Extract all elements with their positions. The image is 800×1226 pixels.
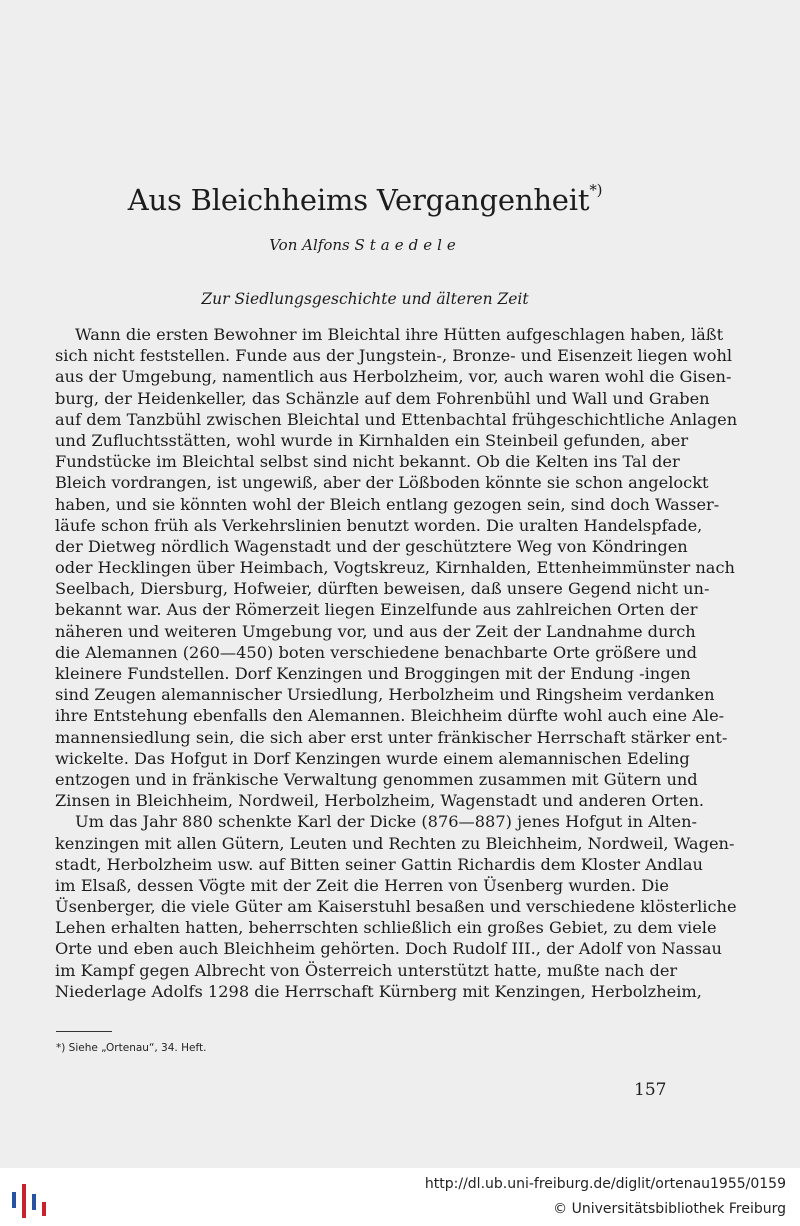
text-line: kleinere Fundstellen. Dorf Kenzingen und Broggingen mit der Endung -ingen: [55, 664, 691, 683]
text-line: sich nicht feststellen. Funde aus der Jungstein-, Bronze- und Eisenzeit liegen wohl: [55, 346, 733, 366]
text-line: sind Zeugen alemannischer Ursiedlung, Herbolzheim und Ringsheim verdanken: [55, 685, 715, 705]
text-line: im Elsaß, dessen Vögte mit der Zeit die Herren von Üsenberg wurden. Die: [55, 875, 669, 895]
page-number: 157: [634, 1080, 667, 1100]
footnote-divider: [56, 1031, 112, 1032]
text-line: Fundstücke im Bleichtal selbst sind nicht bekannt. Ob die Kelten ins Tal der: [55, 452, 680, 472]
logo-bar: [32, 1194, 36, 1210]
source-url-link[interactable]: http://dl.ub.uni-freiburg.de/diglit/ortenau1955/0159: [424, 1176, 786, 1192]
copyright-notice: © Universitätsbibliothek Freiburg: [553, 1201, 786, 1217]
article-body: [55, 324, 738, 1002]
text-line: haben, und sie könnten wohl der Bleich entlang gezogen sein, sind doch Wasser-: [55, 494, 720, 514]
text-line: Orte und eben auch Bleichheim gehörten. Doch Rudolf III., der Adolf von Nassau: [55, 939, 722, 959]
text-line: Zinsen in Bleichheim, Nordweil, Herbolzheim, Wagenstadt und anderen Orten.: [55, 791, 705, 811]
logo-bar: [22, 1184, 26, 1218]
text-line: die Alemannen (260—450) boten verschiedene benachbarte Orte größere und: [55, 642, 697, 662]
text-line: Lehen erhalten hatten, beherrschten schließlich ein großes Gebiet, zu dem viele: [55, 918, 717, 938]
text-line: burg, der Heidenkeller, das Schänzle auf dem Fohrenbühl und Wall und Graben: [55, 388, 710, 408]
text-line: stadt, Herbolzheim usw. auf Bitten seiner Gattin Richardis dem Kloster Andlau: [55, 854, 703, 874]
title-text: Aus Bleichheims Vergangenheit: [127, 183, 590, 217]
footnote: *) Siehe „Ortenau“, 34. Heft.: [56, 1042, 207, 1054]
text-line: Seelbach, Diersburg, Hofweier, dürften beweisen, daß unsere Gegend nicht un-: [55, 579, 710, 599]
text-line: wickelte. Das Hofgut in Dorf Kenzingen wurde einem alemannischen Edeling: [55, 748, 690, 768]
author-prefix: Von Alfons: [269, 236, 350, 254]
text-line: bekannt war. Aus der Römerzeit liegen Einzelfunde aus zahlreichen Orten der: [55, 600, 698, 620]
section-subtitle: Zur Siedlungsgeschichte und älteren Zeit: [201, 290, 529, 308]
text-line: ihre Entstehung ebenfalls den Alemannen. Bleichheim dürfte wohl auch eine Ale-: [55, 706, 725, 726]
text-line: näheren und weiteren Umgebung vor, und aus der Zeit der Landnahme durch: [55, 621, 696, 641]
article-author: [0, 236, 730, 254]
text-line: läufe schon früh als Verkehrslinien benutzt worden. Die uralten Handelspfade,: [55, 515, 703, 535]
text-line: entzogen und in fränkische Verwaltung genommen zusammen mit Gütern und: [55, 769, 698, 789]
text-line: Um das Jahr 880 schenkte Karl der Dicke (876—887) jenes Hofgut in Alten-: [75, 812, 698, 832]
text-line: und Zufluchtsstätten, wohl wurde in Kirnhalden ein Steinbeil gefunden, aber: [55, 430, 689, 450]
text-line: im Kampf gegen Albrecht von Österreich unterstützt hatte, mußte nach der: [55, 960, 678, 980]
text-line: Bleich vordrangen, ist ungewiß, aber der Lößboden könnte sie schon angelockt: [55, 473, 709, 493]
logo-bar: [42, 1202, 46, 1216]
author-name: Staedele: [354, 236, 461, 254]
text-line: Üsenberger, die viele Güter am Kaiserstuhl besaßen und verschiedene klösterliche: [55, 897, 737, 917]
text-line: Niederlage Adolfs 1298 die Herrschaft Kürnberg mit Kenzingen, Herbolzheim,: [55, 981, 702, 1001]
text-line: Wann die ersten Bewohner im Bleichtal ihre Hütten aufgeschlagen haben, läßt: [75, 325, 724, 344]
text-line: oder Hecklingen über Heimbach, Vogtskreuz, Kirnhalden, Ettenheimmünster nach: [55, 558, 735, 578]
article-title: [0, 183, 730, 217]
text-line: kenzingen mit allen Gütern, Leuten und Rechten zu Bleichheim, Nordweil, Wagen-: [55, 833, 735, 853]
library-logo-icon: [10, 1178, 50, 1222]
text-line: mannensiedlung sein, die sich aber erst unter fränkischer Herrschaft stärker ent-: [55, 727, 728, 747]
text-line: aus der Umgebung, namentlich aus Herbolzheim, vor, auch waren wohl die Gisen-: [55, 367, 732, 387]
text-line: auf dem Tanzbühl zwischen Bleichtal und Ettenbachtal frühgeschichtliche Anlagen: [55, 409, 738, 429]
logo-bar: [12, 1192, 16, 1208]
text-line: der Dietweg nördlich Wagenstadt und der geschütztere Weg von Köndringen: [55, 536, 688, 556]
title-footnote-marker: *): [589, 181, 603, 200]
